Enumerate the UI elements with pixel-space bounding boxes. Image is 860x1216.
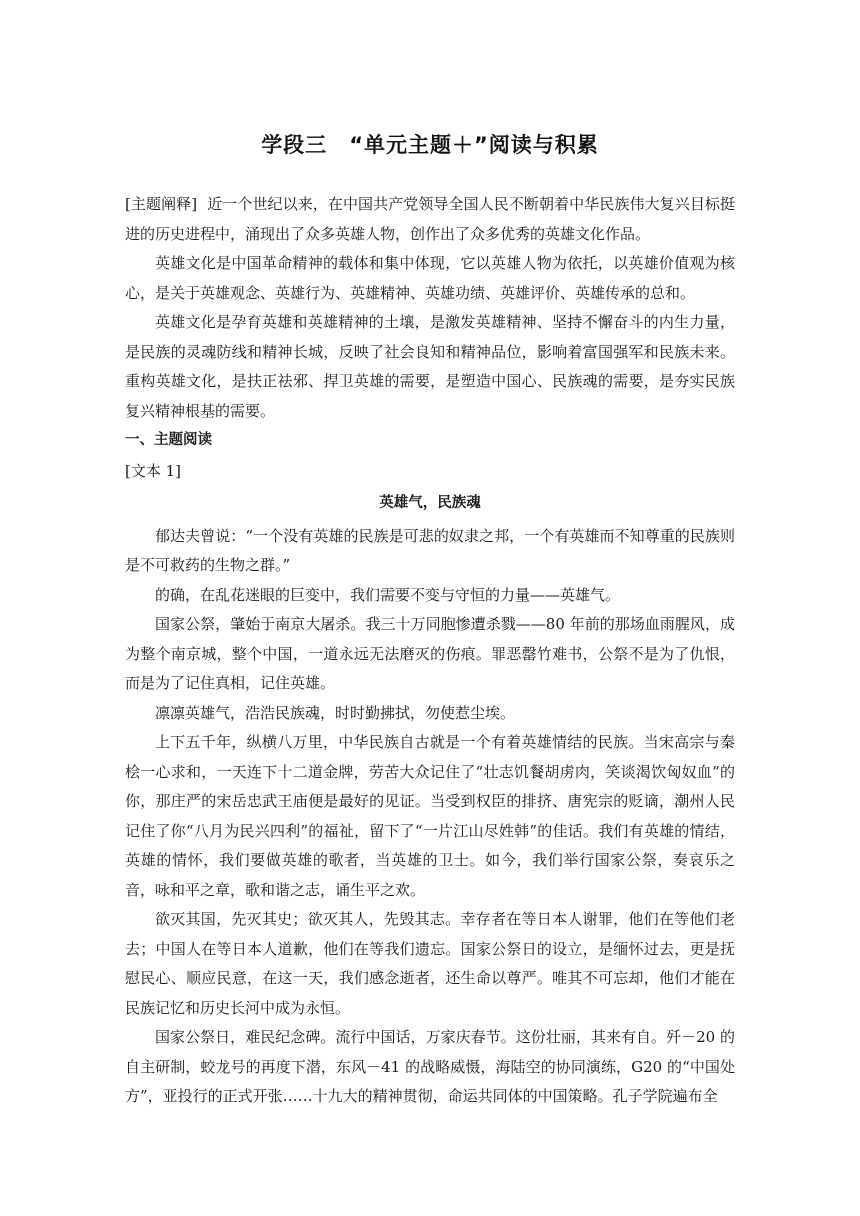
article-paragraph-3: 国家公祭，肇始于南京大屠杀。我三十万同胞惨遭杀戮——80 年前的那场血雨腥风，成为整个南京城，整个中国，一道永远无法磨灭的伤痕。罪恶罄竹难书，公祭不是为了仇恨，而是为了记住真相，记住英雄。 [125,615,735,692]
text-label: [文本 1] [125,461,182,480]
theme-paragraph-1: 近一个世纪以来，在中国共产党领导全国人民不断朝着中华民族伟大复兴目标挺进的历史进程中，涌现出了众多英雄人物，创作出了众多优秀的英雄文化作品。 [125,195,735,243]
page-title [125,128,735,162]
article-paragraph-7: 国家公祭日，难民纪念碑。流行中国话，万家庆春节。这份壮丽，其来有自。歼－20 的自主研制，蛟龙号的再度下潜，东风－41 的战略威慑，海陆空的协同演练，G20 的“中国处方”，亚投行的正式开张……十九大的精神贯彻，命运共同体的中国策略。孔子学院遍布全 [125,1028,735,1105]
theme-paragraph-3: 英雄文化是孕育英雄和英雄精神的土壤，是激发英雄精神、坚持不懈奋斗的内生力量，是民族的灵魂防线和精神长城，反映了社会良知和精神品位，影响着富国强军和民族未来。重构英雄文化，是扶正祛邪、捍卫英雄的需要，是塑造中国心、民族魂的需要，是夯实民族复兴精神根基的需要。 [125,313,735,420]
article-paragraph-5: 上下五千年，纵横八万里，中华民族自古就是一个有着英雄情结的民族。当宋高宗与秦桧一心求和，一天连下十二道金牌，劳苦大众记住了“壮志饥餐胡虏肉，笑谈渴饮匈奴血”的你，那庄严的宋岳忠武王庙便是最好的见证。当受到权臣的排挤、唐宪宗的贬谪，潮州人民记住了你“八月为民兴四利”的福祉，留下了“一片江山尽姓韩”的佳话。我们有英雄的情结，英雄的情怀，我们要做英雄的歌者，当英雄的卫士。如今，我们举行国家公祭，奏哀乐之音，咏和平之章，歌和谐之志，诵生平之欢。 [125,733,735,899]
title-part-2: “单元主题＋”阅读与积累 [349,133,599,157]
title-part-1: 学段三 [261,133,328,157]
theme-tag: [主题阐释] [125,195,198,213]
article-paragraph-4: 凛凛英雄气，浩浩民族魂，时时勤拂拭，勿使惹尘埃。 [155,703,516,722]
article-paragraph-1: 郁达夫曾说：“一个没有英雄的民族是可悲的奴隶之邦，一个有英雄而不知尊重的民族则是不可救药的生物之群。” [125,526,735,574]
section-heading: 一、主题阅读 [125,432,212,448]
article-title: 英雄气，民族魂 [379,494,481,511]
theme-paragraph-2: 英雄文化是中国革命精神的载体和集中体现，它以英雄人物为依托，以英雄价值观为核心，是关于英雄观念、英雄行为、英雄精神、英雄功绩、英雄评价、英雄传承的总和。 [125,254,735,302]
article-paragraph-6: 欲灭其国，先灭其史；欲灭其人，先毁其志。幸存者在等日本人谢罪，他们在等他们老去；中国人在等日本人道歉，他们在等我们遗忘。国家公祭日的设立，是缅怀过去，更是抚慰民心、顺应民意，在这一天，我们感念逝者，还生命以尊严。唯其不可忘却，他们才能在民族记忆和历史长河中成为永恒。 [125,910,735,1017]
theme-intro-paragraph [125,190,735,249]
article-paragraph-2: 的确，在乱花迷眼的巨变中，我们需要不变与守恒的力量——英雄气。 [155,585,621,604]
